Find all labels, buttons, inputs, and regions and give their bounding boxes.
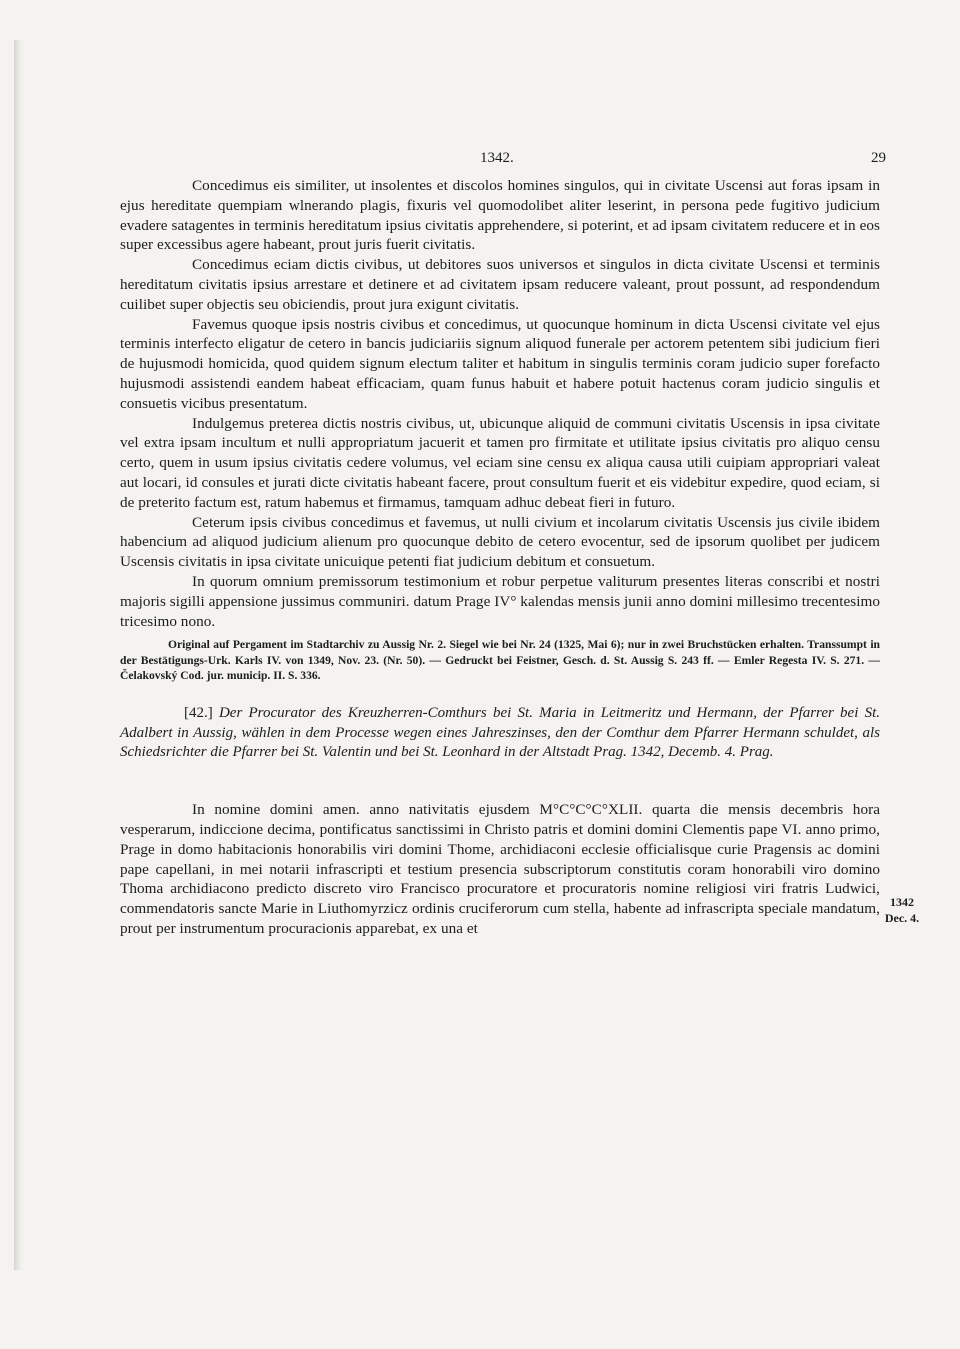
paragraph-5: Ceterum ipsis civibus concedimus et favemus, ut nulli civium et incolarum civitatis Uscensis jus civile ibidem habencium ad aliquod judicium alienum pro quocunque debito de cetero evocentur, sed de ipsorum quolibet per judicem Uscensis civitatis in ipsa civitate unicuique petenti fiat judicium debitum et consuetum. — [120, 513, 880, 571]
paragraph-final: In nomine domini amen. anno nativitatis ejusdem M°C°C°C°XLII. quarta die mensis decembris hora vesperarum, indiccione decima, pontificatus sanctissimi in Christo patris et domini domini Clementis pape VI. anno primo, Prage in domo habitacionis honorabilis viri domini Thome, archidiaconi ecclesie officialisque curie Pragensis ac domini pape capellani, in mei notarii infrascripti et testium presencia subscriptorum constitutis coram honorabili viro domino Thoma archidiacono predicto discreto viro Francisco procuratore et procuratoris nomine religiosi viri fratris Ludwici, commendatoris sancte Marie in Liuthomyrzicz ordinis cruciferorum cum stella, habente ad infrascripta speciale mandatum, prout per instrumentum procuracionis apparebat, ex una et — [120, 801, 880, 937]
margin-year: 1342 — [890, 895, 914, 909]
source-notes: Original auf Pergament im Stadtarchiv zu Aussig Nr. 2. Siegel wie bei Nr. 24 (1325, Mai 6); nur in zwei Bruchstücken erhalten. Transsumpt in der Bestätigungs-Urk. Karls IV. von 1349, Nov. 23. (Nr. 50). — Gedruckt bei Feistner, Gesch. d. St. Aussig S. 243 ff. — Emler Regesta IV. S. 271. — Čelakovský Cod. jur. municip. II. S. 336. — [120, 638, 880, 683]
margin-date: Dec. 4. — [884, 911, 920, 925]
header-year: 1342. — [480, 150, 514, 166]
paragraph-2: Concedimus eciam dictis civibus, ut debitores suos universos et singulos in dicta civitate Uscensi et terminis hereditatum civitatis ipsius arrestare et detinere et ad civitatem ipsam reducere valeant, prout possunt, ad respondendum cuilibet super objectis seu obiciendis, prout jura exigunt civitatis. — [120, 256, 880, 313]
paragraph-1: Concedimus eis similiter, ut insolentes et discolos homines singulos, qui in civitate Uscensi aut foras ipsam in ejus hereditate quempiam wlnerando plagis, fixuris vel quomodolibet aliter leserint, in persona pede fugitivo judicium evadere satagentes in terminis hereditatum ipsius civitatis apprehendere, si poterint, et ad ipsam civitatem reducere et in eos super excessibus agere habeant, prout juris fuerit civitatis. — [120, 177, 880, 254]
margin-date-note — [872, 894, 932, 926]
running-head — [120, 150, 886, 176]
regest-summary — [120, 704, 880, 763]
paragraph-3: Favemus quoque ipsis nostris civibus et concedimus, ut quocunque hominum in dicta Uscensi civitate vel ejus terminis interfecto eligatur de cetero in bancis judiciariis signum aliquod funerale per actorem petentem sibi judicium fieri de hujusmodi homicida, quod quidem signum electum taliter et habitum in singulis terminis coram judicio super forefacto hujusmodi assistendi eandem habeat efficaciam, quam funus habuit et habere potuit hactenus coram judicio singulis et consuetis vicibus presentatum. — [120, 315, 880, 412]
scan-edge-shadow — [14, 40, 24, 1270]
document-page — [120, 150, 886, 939]
regest-text: Der Procurator des Kreuzherren-Comthurs bei St. Maria in Leitmeritz und Hermann, der Pfarrer bei St. Adalbert in Aussig, wählen in dem Processe wegen eines Jahreszinses, den der Comthur dem Pfarrer Hermann schuldet, als Schiedsrichter die Pfarrer bei St. Valentin und bei St. Leonhard in der Altstadt Prag. 1342, Decemb. 4. Prag. — [120, 704, 880, 761]
spacer — [120, 778, 880, 800]
paragraph-6: In quorum omnium premissorum testimonium et robur perpetue valiturum presentes literas conscribi et nostri majoris sigilli appensione jussimus communiri. datum Prage IV° kalendas mensis junii anno domini millesimo trecentesimo tricesimo nono. — [120, 572, 880, 630]
paragraph-4: Indulgemus preterea dictis nostris civibus, ut, ubicunque aliquid de communi civitatis Uscensis in ipsa civitate vel extra ipsam incultum et nulli appropriatum jacuerit et tamen pro firmitate et utilitate ipsius civitatis pro aliquo censu certo, quem in usum ipsius civitatis cedere volumus, vel eciam sine censu ex aliqua causa utili cuipiam appropriari valeat aut locari, id consules et jurati dicte civitatis habeant facere, prout consultum fuerit et eis videbitur expedire, quod eciam, si de preterito factum est, ratum habemus et firmamus, tamquam adhuc debeat fieri in futuro. — [120, 414, 880, 511]
page-number: 29 — [871, 150, 886, 166]
regest-number: [42.] — [184, 704, 213, 721]
